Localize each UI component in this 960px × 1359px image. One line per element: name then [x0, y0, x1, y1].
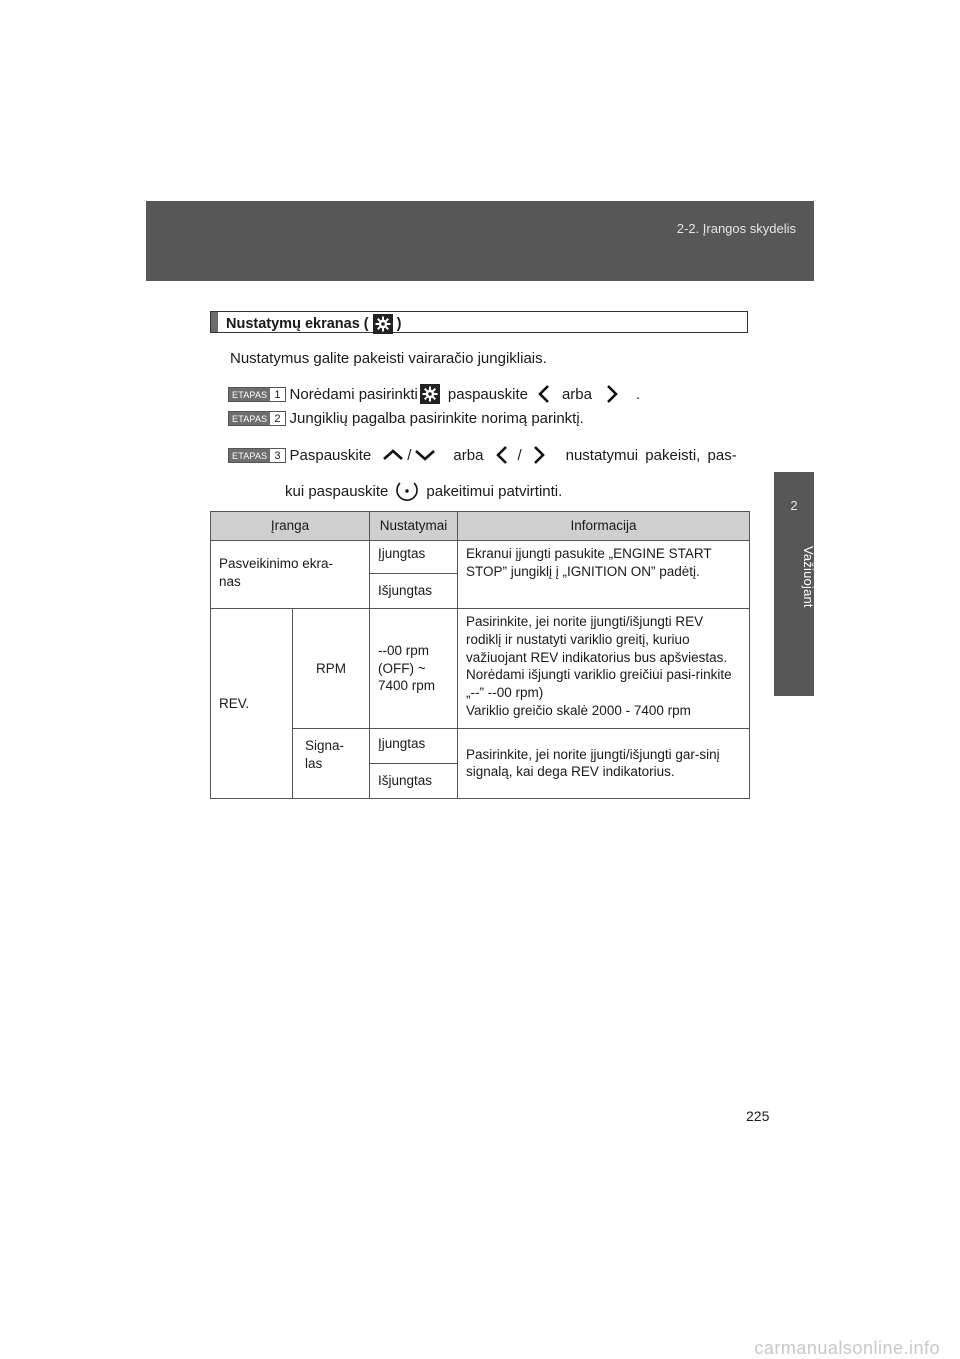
step-3-text-a: Paspauskite [289, 446, 372, 464]
gear-icon [420, 384, 440, 404]
step-badge: ETAPAS 3 [228, 448, 286, 463]
table-row [211, 541, 750, 574]
step-3-text-e: pakeitimui patvirtinti. [426, 482, 563, 500]
step-3-text-b: arba [453, 446, 484, 464]
chevron-left-icon [532, 383, 558, 405]
enter-dial-icon [394, 479, 420, 503]
step-3 [228, 444, 737, 466]
chevron-left-icon [491, 444, 515, 466]
step-2-text: Jungiklių pagalba pasirinkite norimą parinktį. [289, 410, 584, 427]
step-2 [228, 410, 584, 427]
table-header-row [211, 512, 750, 541]
chevron-right-icon [598, 383, 624, 405]
signal-label: Signa- las [293, 728, 370, 798]
signal-info: Pasirinkite, jei norite įjungti/išjungti gar-sinį signalą, kai dega REV indikatorius. [458, 728, 750, 798]
chapter-number: 2 [790, 498, 798, 513]
welcome-info: Ekranui įjungti pasukite „ENGINE START STOP” jungiklį į „IGNITION ON” padėtį. [458, 541, 750, 609]
heading-bar [211, 312, 218, 332]
signal-off: Išjungtas [370, 763, 458, 798]
col-header-settings: Nustatymai [370, 512, 458, 541]
rpm-label: RPM [293, 609, 370, 729]
step-1-text-d: . [636, 385, 641, 403]
rpm-setting: --00 rpm (OFF) ~ 7400 rpm [370, 609, 458, 729]
chevron-down-icon [411, 445, 439, 465]
heading-prefix: Nustatymų ekranas ( [226, 316, 369, 332]
table-row [211, 609, 750, 729]
col-header-info: Informacija [458, 512, 750, 541]
watermark: carmanualsonline.info [754, 1338, 940, 1358]
section-title: 2-2. Įrangos skydelis [676, 221, 796, 236]
settings-table [210, 511, 750, 799]
chevron-right-icon [526, 444, 550, 466]
step-3-slash-1: / [407, 446, 412, 464]
signal-on: Įjungtas [370, 728, 458, 763]
step-1-text-a: Norėdami pasirinkti [289, 385, 418, 403]
step-1 [228, 383, 640, 405]
step-3-text-c: nustatymui pakeisti, pas- [565, 446, 737, 464]
col-header-equipment: Įranga [211, 512, 370, 541]
gear-icon [373, 314, 393, 334]
intro-text: Nustatymus galite pakeisti vairaračio jungikliais. [230, 350, 547, 367]
header-band [146, 201, 814, 281]
setting-on: Įjungtas [370, 541, 458, 574]
heading-suffix: ) [396, 316, 402, 332]
step-1-text-c: arba [561, 385, 592, 403]
step-badge: ETAPAS 1 [228, 387, 286, 402]
rev-cell: REV. [211, 609, 293, 799]
step-badge: ETAPAS 2 [228, 411, 286, 426]
step-3-slash-2: / [517, 446, 522, 464]
welcome-screen-cell: Pasveikinimo ekra- nas [211, 541, 370, 609]
chapter-tab [774, 472, 814, 696]
chapter-label: Važiuojant [801, 546, 816, 608]
step-3-text-d: kui paspauskite [285, 482, 389, 500]
step-1-text-b: paspauskite [447, 385, 528, 403]
rpm-info: Pasirinkite, jei norite įjungti/išjungti REV rodiklį ir nustatyti variklio greitį, kuriuo važiuojant REV indikatorius bus apšviestas. Norėdami išjungti variklio greičiui pasi-rinkite „--” --00 rpm) Variklio greičio skalė 2000 - 7400 rpm [458, 609, 750, 729]
page-number: 225 [746, 1108, 770, 1124]
step-3-continuation [285, 479, 562, 503]
setting-off: Išjungtas [370, 574, 458, 609]
settings-screen-heading [210, 311, 748, 333]
chevron-up-icon [379, 445, 407, 465]
